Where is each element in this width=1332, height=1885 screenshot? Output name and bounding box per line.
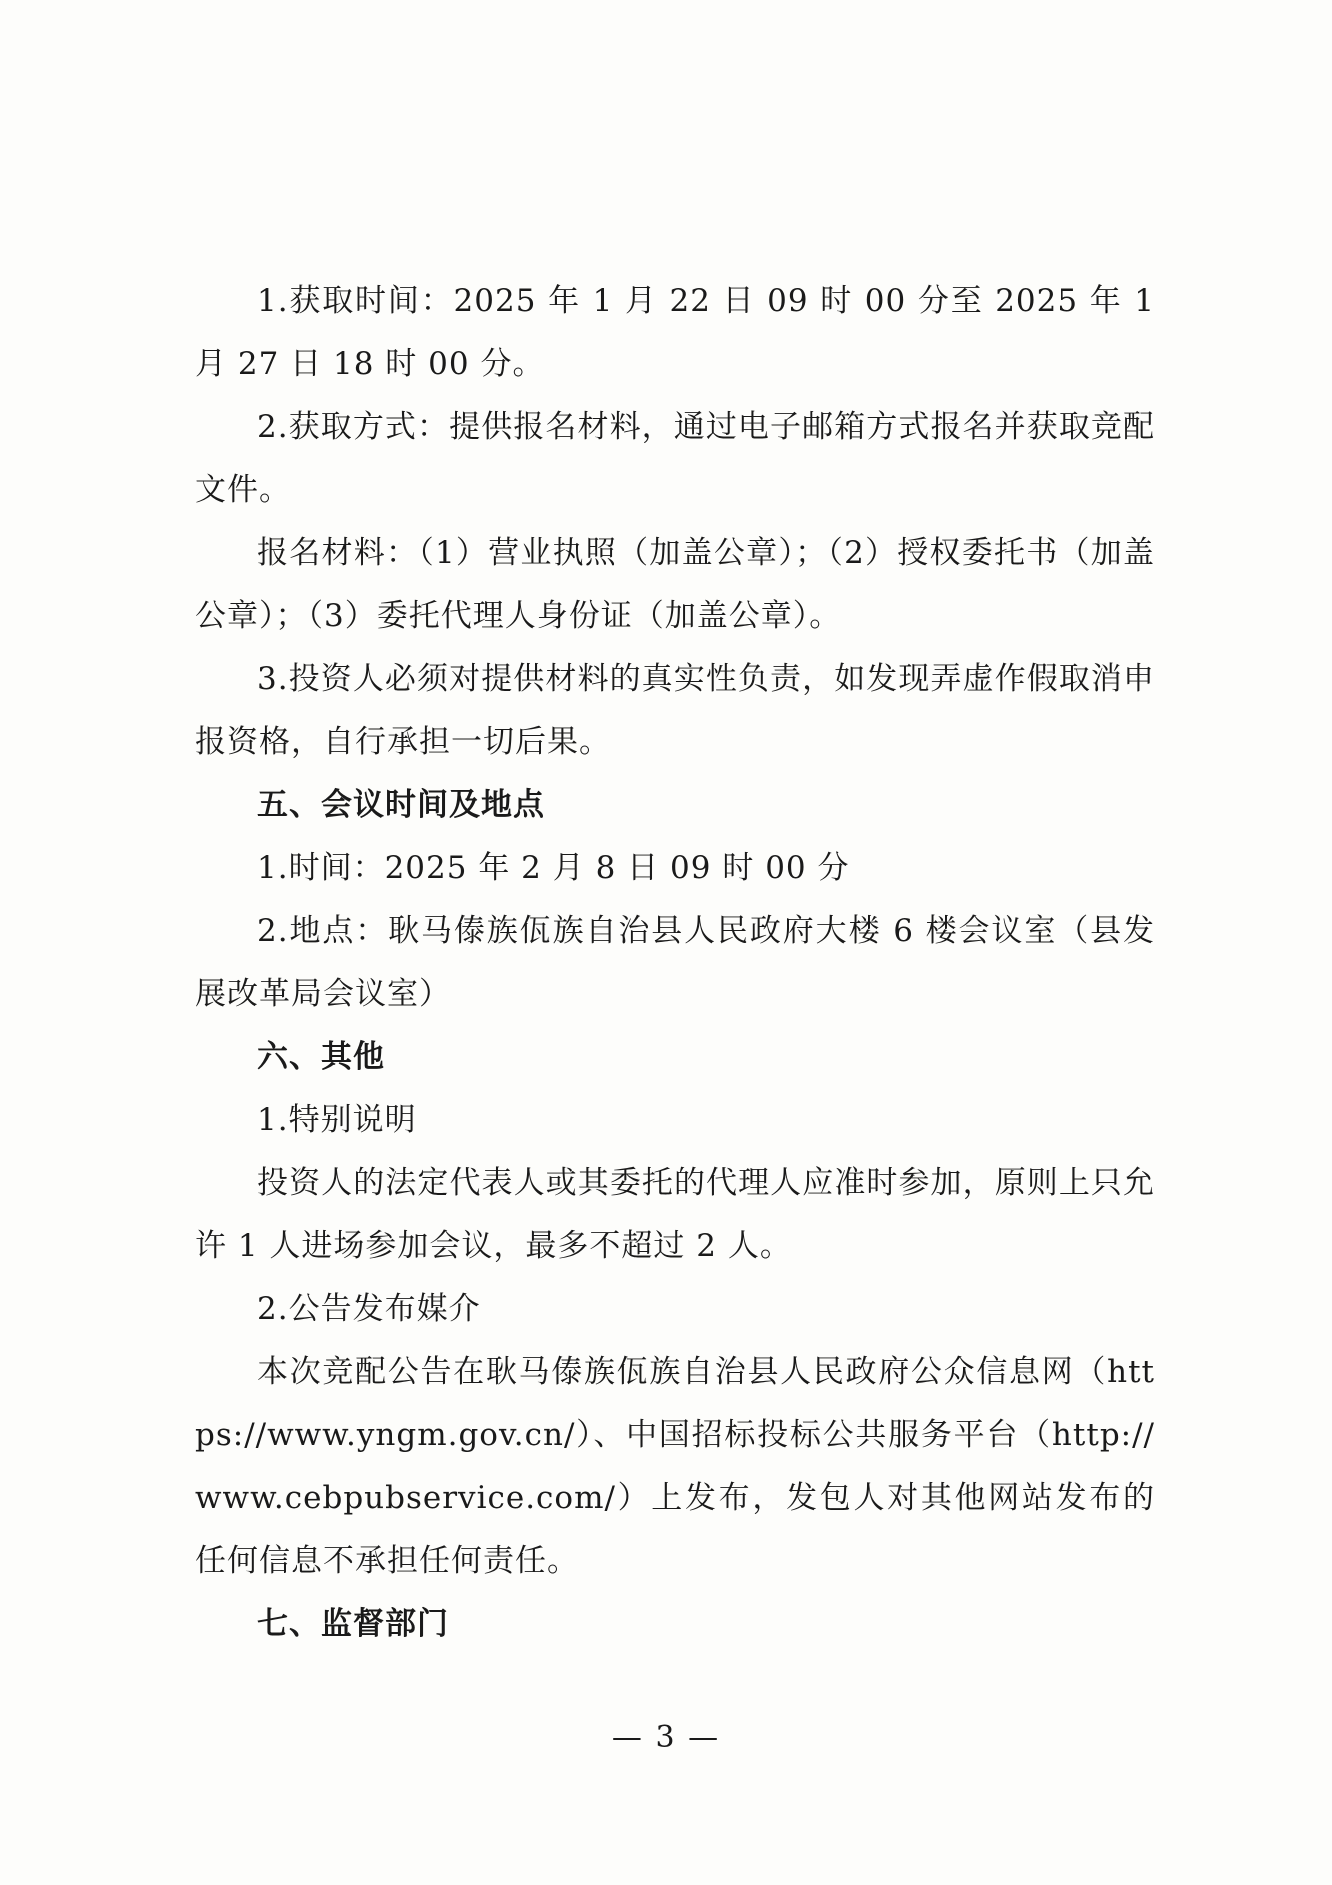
paragraph-meeting-time: 1.时间：2025 年 2 月 8 日 09 时 00 分 <box>257 850 850 886</box>
heading-other: 六、其他 <box>257 1039 385 1075</box>
paragraph-publication-media: 本次竞配公告在耿马傣族佤族自治县人民政府公众信息网（https://www.yngm.gov.cn/）、中国招标投标公共服务平台（http://www.cebpubservice.com/）上发布，发包人对其他网站发布的任何信息不承担任何责任。 <box>195 1354 1155 1579</box>
subheading-publication-media: 2.公告发布媒介 <box>257 1291 481 1327</box>
page-number: — 3 — <box>611 1720 721 1755</box>
heading-meeting-time-place: 五、会议时间及地点 <box>257 787 545 823</box>
paragraph-acquisition-method: 2.获取方式：提供报名材料，通过电子邮箱方式报名并获取竞配文件。 <box>195 409 1155 508</box>
subheading-special-note: 1.特别说明 <box>257 1102 417 1138</box>
paragraph-attendance-rule: 投资人的法定代表人或其委托的代理人应准时参加，原则上只允许 1 人进场参加会议，最多不超过 2 人。 <box>195 1165 1155 1264</box>
paragraph-registration-materials: 报名材料：（1）营业执照（加盖公章）；（2）授权委托书（加盖公章）；（3）委托代理人身份证（加盖公章）。 <box>195 535 1155 634</box>
paragraph-meeting-place: 2.地点：耿马傣族佤族自治县人民政府大楼 6 楼会议室（县发展改革局会议室） <box>195 913 1155 1012</box>
paragraph-acquisition-time: 1.获取时间：2025 年 1 月 22 日 09 时 00 分至 2025 年 1 月 27 日 18 时 00 分。 <box>195 283 1155 382</box>
document-body <box>195 270 1155 1656</box>
heading-supervision-department: 七、监督部门 <box>257 1606 449 1642</box>
paragraph-authenticity-notice: 3.投资人必须对提供材料的真实性负责，如发现弄虚作假取消申报资格，自行承担一切后果。 <box>195 661 1155 760</box>
